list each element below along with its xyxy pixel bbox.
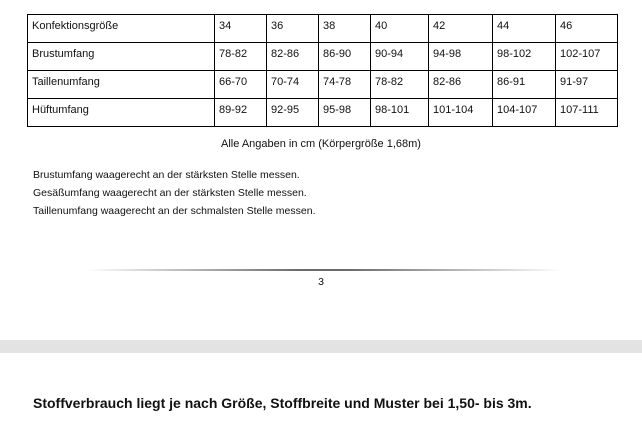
table-cell: 78-82	[215, 43, 267, 71]
size-table	[27, 14, 618, 127]
table-cell: 86-90	[319, 43, 371, 71]
table-cell: 92-95	[267, 99, 319, 127]
table-cell: 74-78	[319, 71, 371, 99]
page-separator	[0, 340, 642, 353]
table-cell: 40	[371, 15, 429, 43]
table-cell: 36	[267, 15, 319, 43]
table-cell: 86-91	[493, 71, 556, 99]
table-cell: 44	[493, 15, 556, 43]
table-row-label: Hüftumfang	[28, 99, 215, 127]
instruction-waist: Taillenumfang waagerecht an der schmalsten Stelle messen.	[33, 205, 316, 217]
table-row-waist-row	[28, 71, 618, 99]
measurement-note: Alle Angaben in cm (Körpergröße 1,68m)	[221, 138, 421, 150]
table-cell: 91-97	[556, 71, 618, 99]
table-cell: 38	[319, 15, 371, 43]
table-row-header-row	[28, 15, 618, 43]
table-row-hip-row	[28, 99, 618, 127]
table-cell: 34	[215, 15, 267, 43]
table-cell: 107-111	[556, 99, 618, 127]
instruction-bust: Brustumfang waagerecht an der stärksten Stelle messen.	[33, 169, 300, 181]
measuring-instructions	[33, 166, 316, 220]
fabric-consumption-note: Stoffverbrauch liegt je nach Größe, Stoffbreite und Muster bei 1,50- bis 3m.	[33, 395, 532, 411]
table-cell: 46	[556, 15, 618, 43]
table-row-bust-row	[28, 43, 618, 71]
table-cell: 82-86	[267, 43, 319, 71]
footer-divider	[85, 269, 563, 271]
table-row-label: Brustumfang	[28, 43, 215, 71]
table-cell: 89-92	[215, 99, 267, 127]
table-cell: 98-101	[371, 99, 429, 127]
table-row-label: Taillenumfang	[28, 71, 215, 99]
table-cell: 98-102	[493, 43, 556, 71]
table-cell: 66-70	[215, 71, 267, 99]
table-cell: 70-74	[267, 71, 319, 99]
table-row-label: Konfektionsgröße	[28, 15, 215, 43]
page-number: 3	[318, 276, 324, 288]
instruction-seat: Gesäßumfang waagerecht an der stärksten Stelle messen.	[33, 187, 307, 199]
table-cell: 42	[429, 15, 493, 43]
table-cell: 102-107	[556, 43, 618, 71]
table-cell: 82-86	[429, 71, 493, 99]
table-cell: 104-107	[493, 99, 556, 127]
table-cell: 101-104	[429, 99, 493, 127]
table-cell: 95-98	[319, 99, 371, 127]
table-cell: 78-82	[371, 71, 429, 99]
table-cell: 94-98	[429, 43, 493, 71]
table-cell: 90-94	[371, 43, 429, 71]
